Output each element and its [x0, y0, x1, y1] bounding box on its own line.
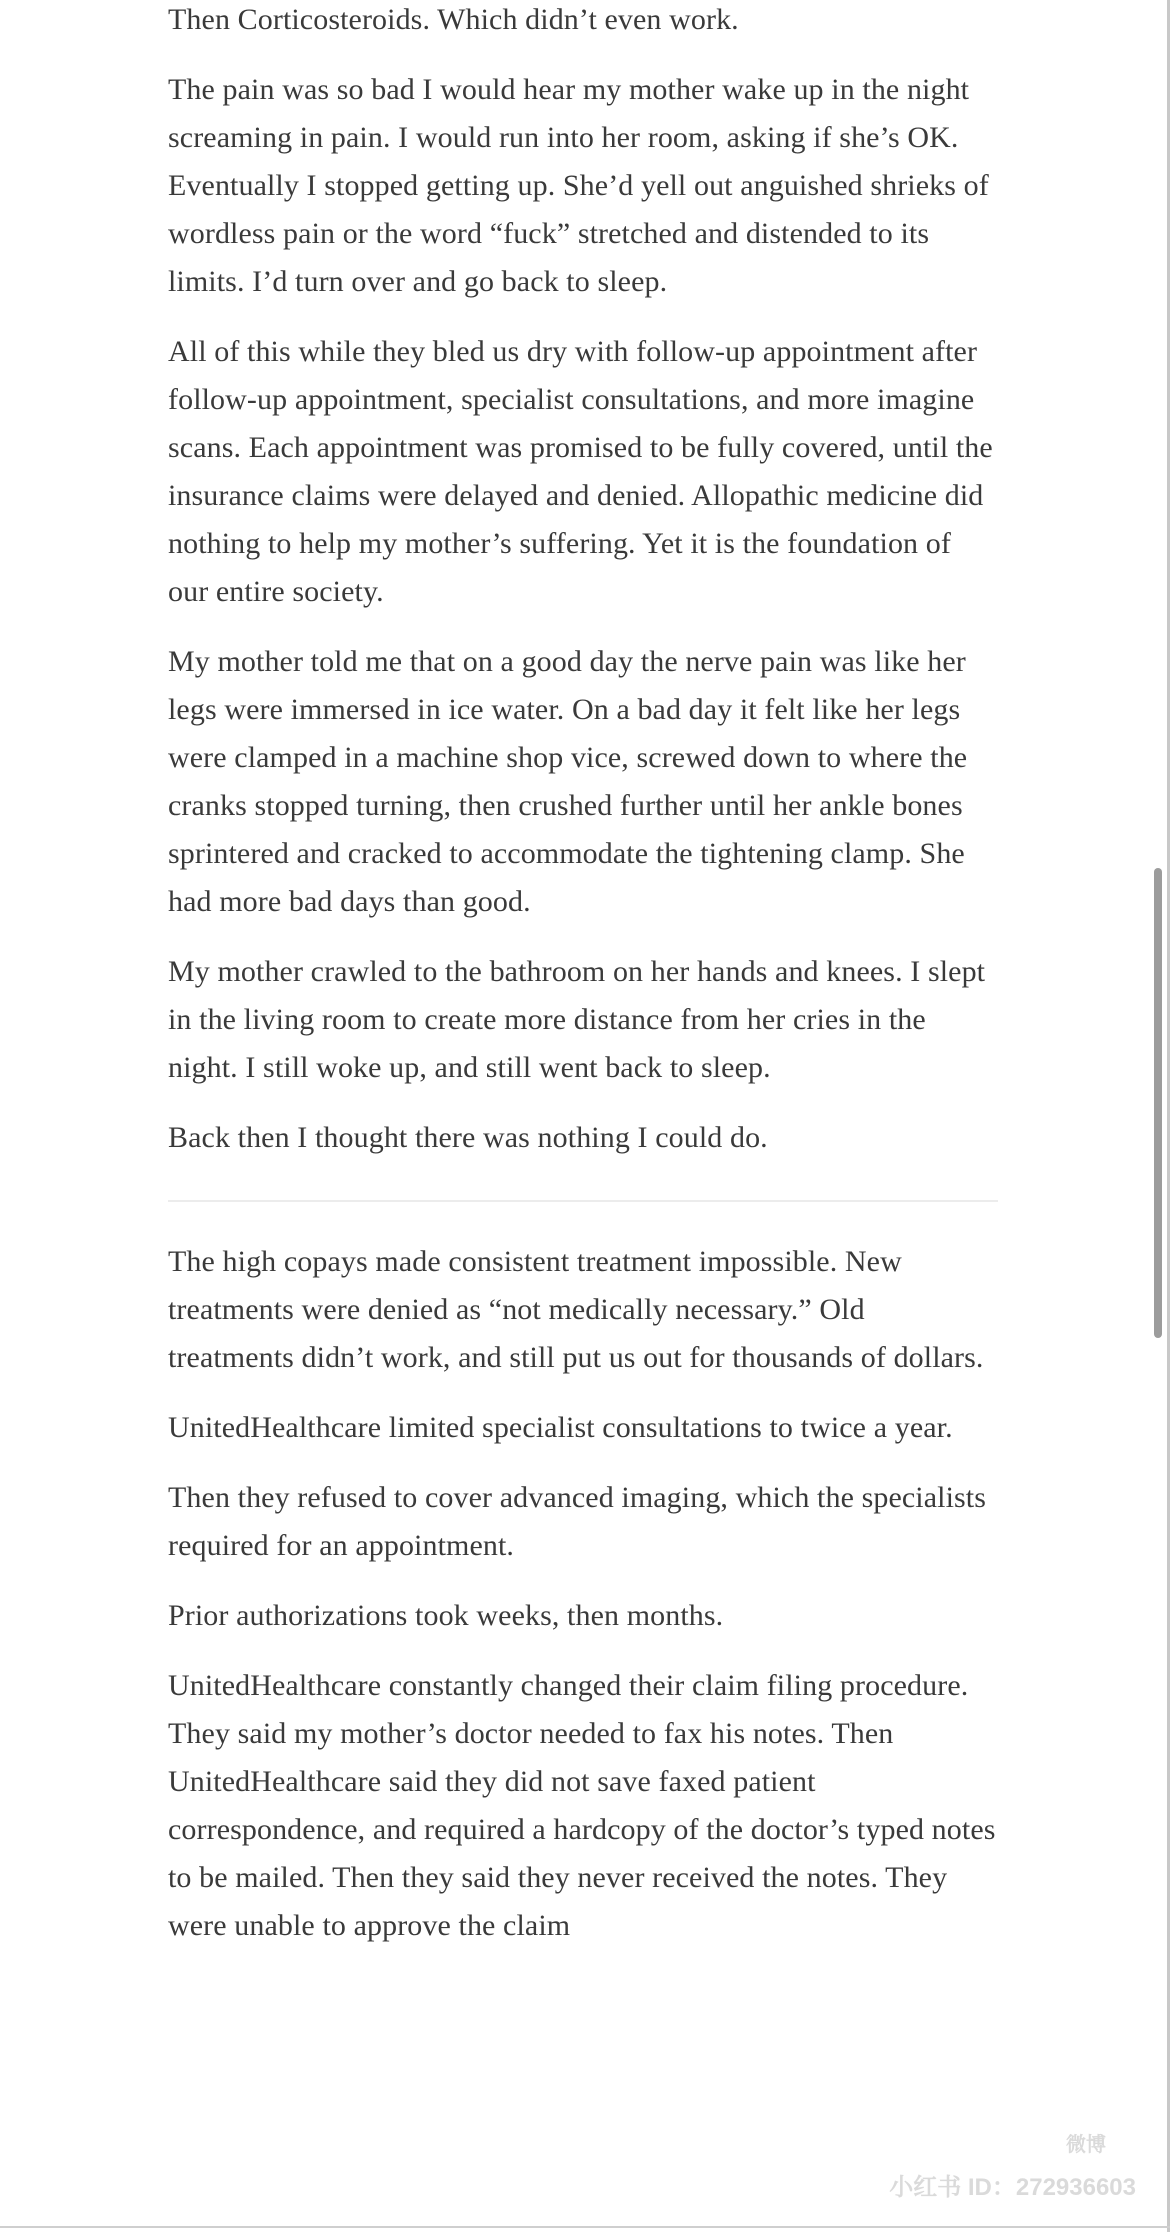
paragraph-night-pain: The pain was so bad I would hear my mother wake up in the night screaming in pain. I would run into her room, asking if she’s OK. Eventually I stopped getting up. She’d yell out anguished shrieks of wordless pain or the word “fuck” stretched and distended to its limits. I’d turn over and go back to sleep.: [168, 73, 989, 298]
bottom-border: [0, 2226, 1170, 2228]
watermark-id: 小红书 ID：272936603: [889, 2174, 1136, 2201]
watermark-logo: 微博: [1066, 2134, 1106, 2156]
paragraph-corticosteroids: Then Corticosteroids. Which didn’t even work.: [168, 3, 739, 36]
scrollbar-thumb[interactable]: [1154, 868, 1162, 1338]
paragraph-bled-dry: All of this while they bled us dry with follow-up appointment after follow-up appointment, specialist consultations, and more imagine scans. Each appointment was promised to be fully covered, until the insurance claims were delayed and denied. Allopathic medicine did nothing to help my mother’s suffering. Yet it is the foundation of our entire society.: [168, 335, 993, 608]
article-body: [168, 0, 998, 1950]
section-divider: [168, 1200, 998, 1202]
paragraph-nerve-pain: My mother told me that on a good day the nerve pain was like her legs were immersed in ice water. On a bad day it felt like her legs were clamped in a machine shop vice, screwed down to where the cranks stopped turning, then crushed further until her ankle bones sprintered and cracked to accommodate the tightening clamp. She had more bad days than good.: [168, 645, 968, 918]
paragraph-nothing-i-could-do: Back then I thought there was nothing I could do.: [168, 1121, 768, 1154]
paragraph-advanced-imaging: Then they refused to cover advanced imaging, which the specialists required for an appointment.: [168, 1481, 986, 1562]
paragraph-prior-authorizations: Prior authorizations took weeks, then months.: [168, 1599, 724, 1632]
paragraph-high-copays: The high copays made consistent treatment impossible. New treatments were denied as “not medically necessary.” Old treatments didn’t work, and still put us out for thousands of dollars.: [168, 1245, 984, 1374]
paragraph-crawled: My mother crawled to the bathroom on her hands and knees. I slept in the living room to create more distance from her cries in the night. I still woke up, and still went back to sleep.: [168, 955, 986, 1084]
paragraph-specialist-limit: UnitedHealthcare limited specialist consultations to twice a year.: [168, 1411, 953, 1444]
watermark: [889, 2128, 1136, 2202]
paragraph-claim-filing: UnitedHealthcare constantly changed their claim filing procedure. They said my mother’s doctor needed to fax his notes. Then UnitedHealthcare said they did not save faxed patient correspondence, and required a hardcopy of the doctor’s typed notes to be mailed. Then they said they never received the notes. They were unable to approve the claim: [168, 1669, 996, 1942]
